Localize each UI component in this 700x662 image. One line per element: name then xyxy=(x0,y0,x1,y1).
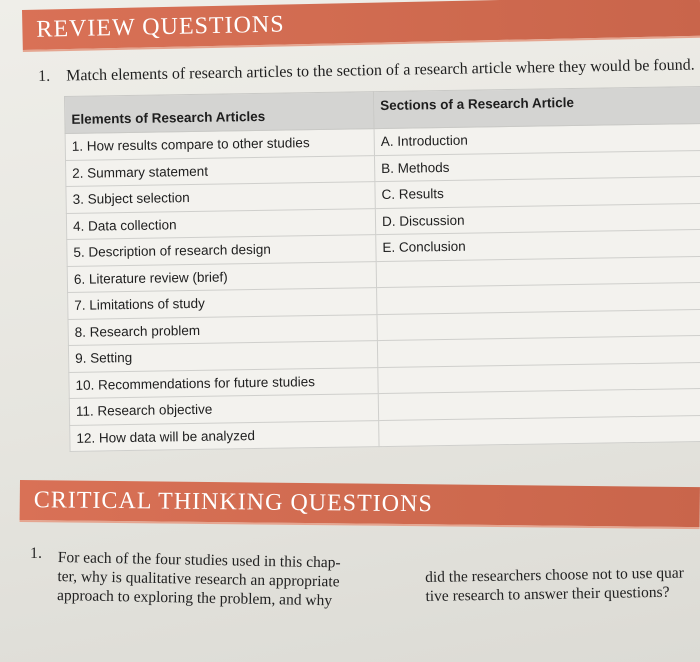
question-text: Match elements of research articles to the section of a research article where they would be found. xyxy=(65,56,695,85)
text-line: ter, why is qualitative research an appropriate xyxy=(57,567,340,591)
section-cell: A. Introduction xyxy=(374,123,700,155)
text-line: approach to exploring the problem, and why xyxy=(56,586,333,610)
element-cell: 5. Description of research design xyxy=(67,235,376,266)
element-cell: 12. How data will be analyzed xyxy=(70,420,379,451)
element-cell: 3. Subject selection xyxy=(66,182,375,213)
text-line: did the researchers choose not to use quar xyxy=(425,564,684,586)
element-cell: 7. Limitations of study xyxy=(68,288,377,319)
column-header-elements: Elements of Research Articles xyxy=(65,92,375,134)
text-line: For each of the four studies used in this chap- xyxy=(57,548,341,572)
critical-thinking-banner xyxy=(20,480,700,529)
section-cell: E. Conclusion xyxy=(376,229,700,261)
section-cell: D. Discussion xyxy=(375,203,700,235)
section-cell: B. Methods xyxy=(374,150,700,182)
text-line: tive research to answer their questions? xyxy=(425,583,670,605)
element-cell: 9. Setting xyxy=(68,341,377,372)
question-number: 1. xyxy=(38,67,51,85)
element-cell: 6. Literature review (brief) xyxy=(67,261,376,292)
element-cell: 10. Recommendations for future studies xyxy=(69,367,378,398)
matching-table xyxy=(64,86,700,452)
element-cell: 2. Summary statement xyxy=(66,155,375,186)
critical-question-number: 1. xyxy=(30,545,42,562)
critical-thinking-heading: CRITICAL THINKING QUESTIONS xyxy=(33,487,433,518)
column-header-sections: Sections of a Research Article xyxy=(373,86,700,128)
element-cell: 4. Data collection xyxy=(66,208,375,239)
critical-question-right-column xyxy=(425,563,700,606)
element-cell: 1. How results compare to other studies xyxy=(65,129,374,160)
element-cell: 8. Research problem xyxy=(68,314,377,345)
element-cell: 11. Research objective xyxy=(69,394,378,425)
review-questions-banner xyxy=(22,0,700,52)
critical-question-left-column xyxy=(57,548,358,611)
review-questions-heading: REVIEW QUESTIONS xyxy=(36,11,285,43)
section-cell: C. Results xyxy=(375,176,700,208)
section-cell xyxy=(379,415,700,447)
question-1 xyxy=(38,56,698,85)
